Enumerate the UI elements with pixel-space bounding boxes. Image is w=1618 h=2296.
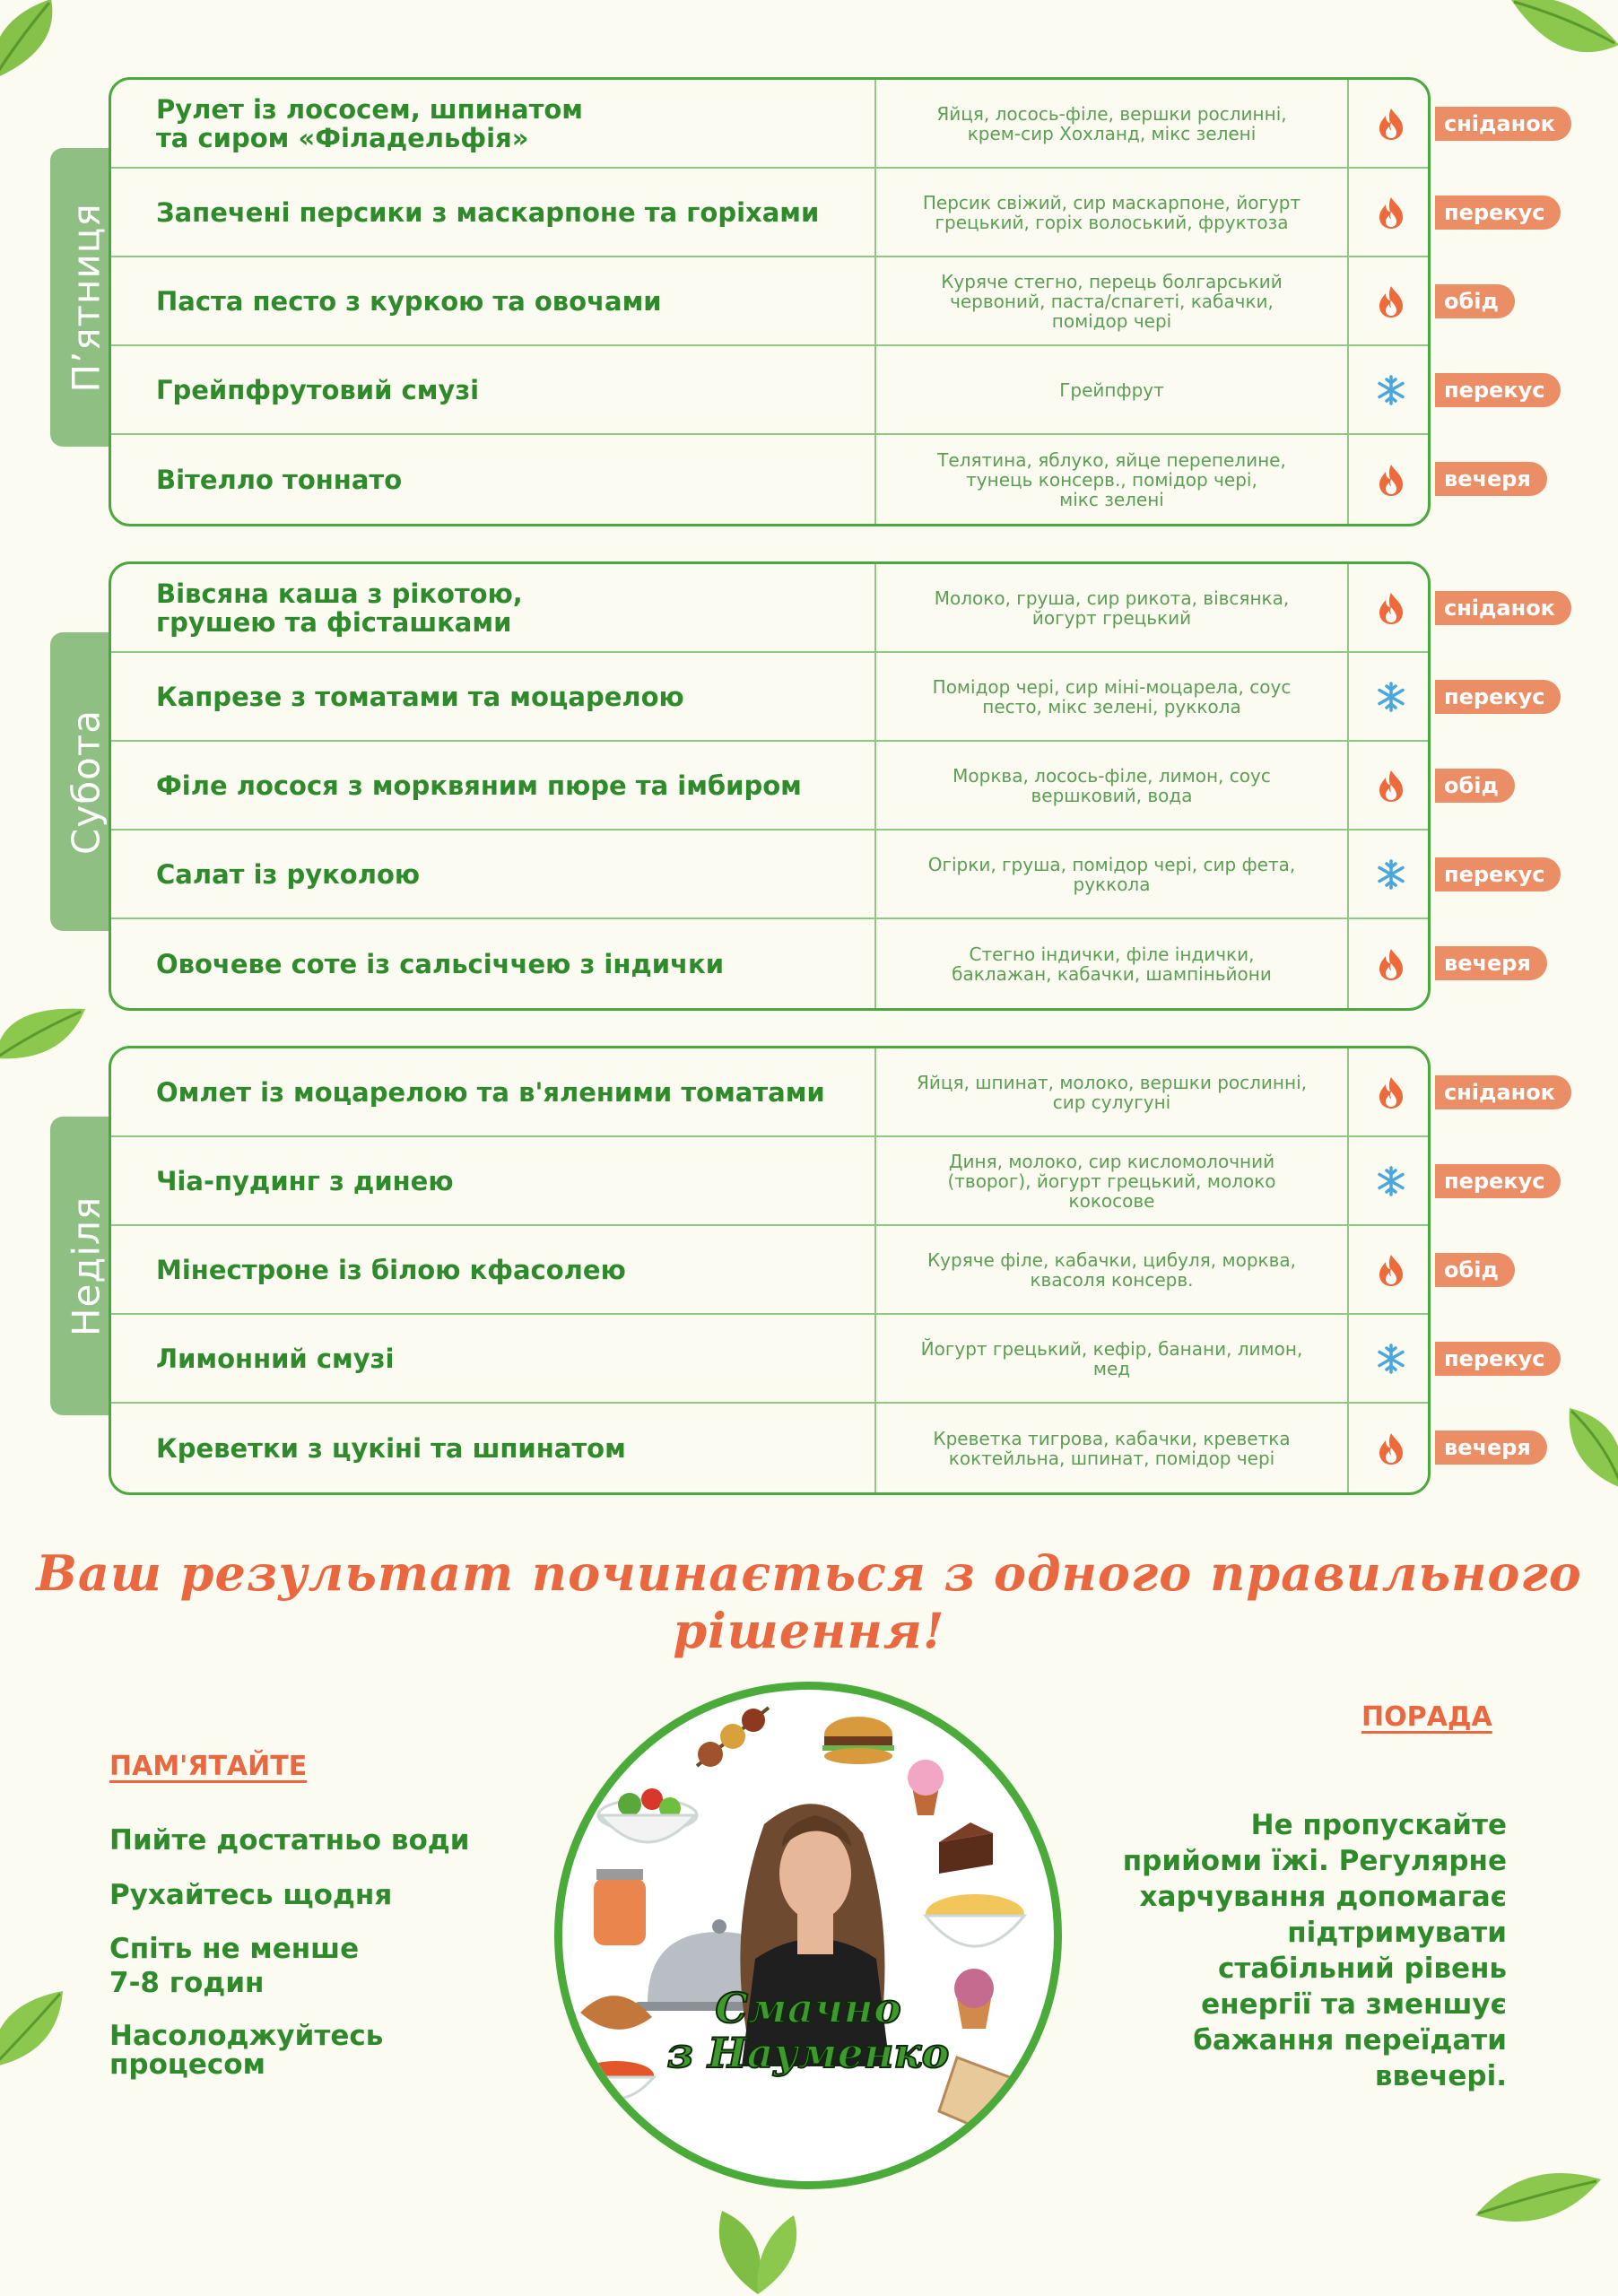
meal-name: Філе лосося з морквяним пюре та імбиром [111,742,876,829]
meal-row [111,169,1428,257]
meal-row [111,919,1428,1008]
meal-type-badge: вечеря [1435,462,1547,496]
fire-icon [1349,1404,1431,1492]
remember-title: ПАМ'ЯТАЙТЕ [109,1751,308,1782]
meal-ingredients: Морква, лосось-філе, лимон, соус вершковий, вода [876,742,1349,829]
meal-name: Паста песто з куркою та овочами [111,257,876,344]
meal-ingredients: Яйця, шпинат, молоко, вершки рослинні, сир сулугуні [876,1048,1349,1135]
remember-item: Насолоджуйтесь процесом [109,2020,384,2081]
meal-type-badge: вечеря [1435,1431,1547,1465]
fire-icon [1349,564,1431,651]
day-name: Неділя [64,1196,109,1336]
meal-ingredients: Яйця, лосось-філе, вершки рослинні, крем-сир Хохланд, мікс зелені [876,80,1349,167]
meal-name: Лимонний смузі [111,1315,876,1402]
day-menu-table [109,1046,1431,1495]
meal-type-badge: перекус [1435,1164,1561,1198]
meal-name: Мінестроне із білою кфасолею [111,1226,876,1313]
fire-icon [1349,435,1431,524]
meal-name: Запечені персики з маскарпоне та горіхами [111,169,876,256]
meal-row [111,80,1428,169]
meal-row [111,1404,1428,1492]
meal-name: Креветки з цукіні та шпинатом [111,1404,876,1492]
meal-type-badge: перекус [1435,373,1561,407]
remember-item: Рухайтесь щодня [109,1879,393,1911]
leaf-decoration [1471,2161,1605,2233]
meal-row [111,1226,1428,1315]
motto-text: Ваш результат починається з одного правильного рішення! [36,1544,1582,1659]
meal-name: Салат із руколою [111,831,876,918]
leaf-decoration [704,2206,812,2296]
fire-icon [1349,919,1431,1008]
meal-ingredients: Йогурт грецький, кефір, банани, лимон, мед [876,1315,1349,1402]
leaf-decoration [1507,0,1618,72]
meal-ingredients: Стегно індички, філе індички, баклажан, кабачки, шампіньйони [876,919,1349,1008]
remember-item: Пийте достатньо води [109,1824,470,1857]
meal-row [111,742,1428,831]
meal-ingredients: Грейпфрут [876,346,1349,433]
meal-row [111,1137,1428,1226]
leaf-decoration [0,996,90,1067]
meal-ingredients: Диня, молоко, сир кисломолочний (творог), йогурт грецький, молоко кокосове [876,1137,1349,1224]
meal-ingredients: Персик свіжий, сир маскарпоне, йогурт грецький, горіх волоський, фруктоза [876,169,1349,256]
leaf-decoration [1561,1404,1618,1493]
meal-row [111,653,1428,742]
meal-name: Вівсяна каша з рікотою, грушею та фісташками [111,564,876,651]
snowflake-icon [1349,653,1431,740]
meal-ingredients: Огірки, груша, помідор чері, сир фета, руккола [876,831,1349,918]
day-menu-table [109,77,1431,526]
fire-icon [1349,1226,1431,1313]
fire-icon [1349,169,1431,256]
logo-line-2: з Науменко [666,2029,950,2077]
meal-ingredients: Телятина, яблуко, яйце перепелине, тунець консерв., помідор чері, мікс зелені [876,435,1349,524]
meal-ingredients: Молоко, груша, сир рикота, вівсянка, йогурт грецький [876,564,1349,651]
meal-type-badge: обід [1435,1253,1515,1287]
fire-icon [1349,742,1431,829]
fire-icon [1349,257,1431,344]
meal-type-badge: сніданок [1435,1075,1571,1109]
meal-type-badge: сніданок [1435,591,1571,625]
tip-title: ПОРАДА [1361,1701,1492,1733]
meal-name: Рулет із лососем, шпинатом та сиром «Філадельфія» [111,80,876,167]
meal-row [111,831,1428,919]
logo-badge [554,1682,1062,2189]
meal-row [111,564,1428,653]
meal-ingredients: Креветка тигрова, кабачки, креветка коктейльна, шпинат, помідор чері [876,1404,1349,1492]
meal-type-badge: перекус [1435,196,1561,230]
meal-ingredients: Куряче стегно, перець болгарський червоний, паста/спагеті, кабачки, помідор чері [876,257,1349,344]
snowflake-icon [1349,1137,1431,1224]
meal-row [111,257,1428,346]
day-name: Субота [64,709,109,855]
meal-name: Вітелло тоннато [111,435,876,524]
logo-line-1: Смачно [715,1984,901,2032]
day-menu-table [109,561,1431,1011]
meal-type-badge: вечеря [1435,946,1547,980]
meal-name: Овочеве соте із сальсіччею з індички [111,919,876,1008]
remember-item: Спіть не менше 7-8 годин [109,1933,360,1999]
meal-type-badge: перекус [1435,1342,1561,1376]
meal-name: Грейпфрутовий смузі [111,346,876,433]
meal-ingredients: Куряче філе, кабачки, цибуля, морква, квасоля консерв. [876,1226,1349,1313]
leaf-decoration [0,0,81,90]
leaf-decoration [0,1987,72,2072]
day-name: П’ятниця [64,202,109,393]
fire-icon [1349,80,1431,167]
meal-row [111,435,1428,524]
snowflake-icon [1349,1315,1431,1402]
meal-type-badge: перекус [1435,680,1561,714]
meal-type-badge: обід [1435,284,1515,318]
meal-type-badge: обід [1435,769,1515,803]
meal-name: Омлет із моцарелою та в'яленими томатами [111,1048,876,1135]
logo-text [562,1986,1054,2075]
meal-name: Чіа-пудинг з динею [111,1137,876,1224]
food-illustration [562,1690,1054,2181]
meal-type-badge: сніданок [1435,107,1571,141]
meal-row [111,346,1428,435]
meal-row [111,1048,1428,1137]
meal-name: Капрезе з томатами та моцарелою [111,653,876,740]
fire-icon [1349,1048,1431,1135]
meal-type-badge: перекус [1435,857,1561,891]
snowflake-icon [1349,831,1431,918]
snowflake-icon [1349,346,1431,433]
tip-text: Не пропускайте прийоми їжі. Регулярне харчування допомагає підтримувати стабільний рівень енергії та зменшує бажання переїдати ввечері. [1122,1809,1507,2092]
meal-ingredients: Помідор чері, сир міні-моцарела, соус песто, мікс зелені, руккола [876,653,1349,740]
meal-row [111,1315,1428,1404]
